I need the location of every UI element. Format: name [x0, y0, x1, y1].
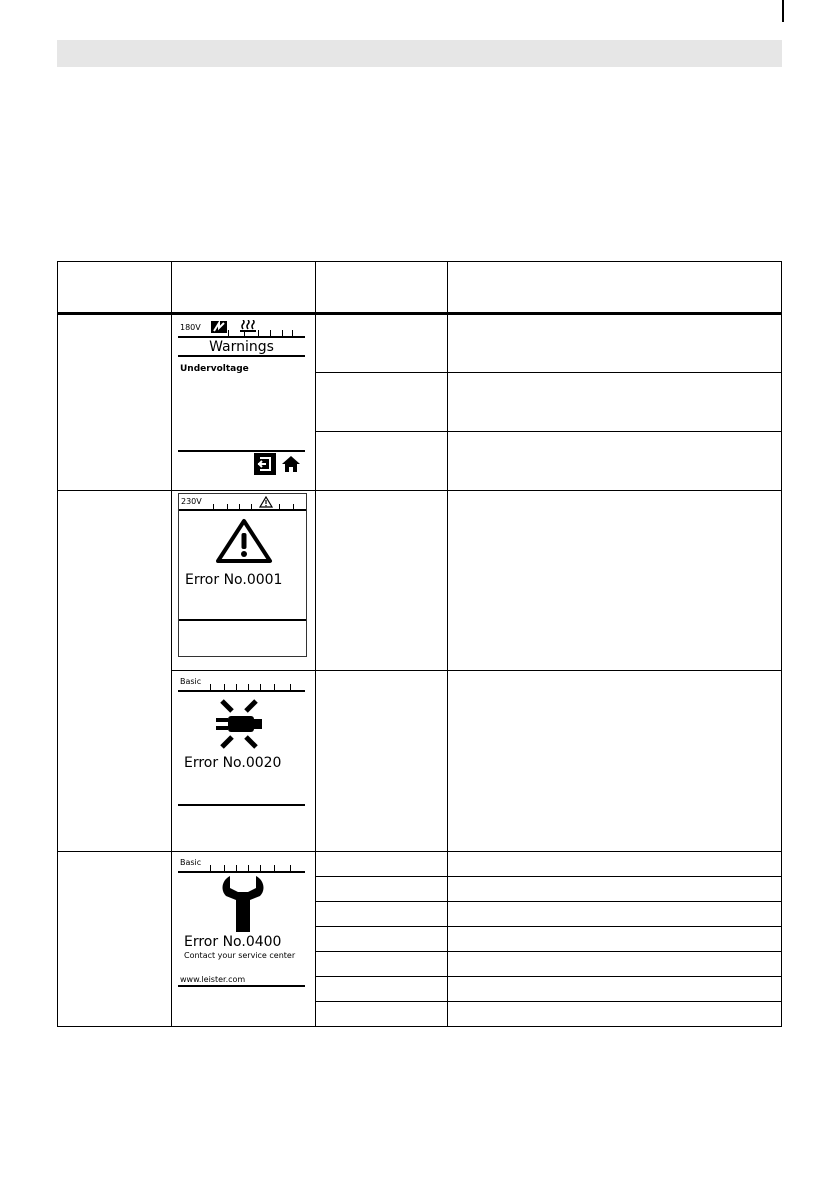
- cause-cell: [316, 927, 448, 952]
- scale-ticks: [178, 326, 305, 336]
- cause-cell: [316, 977, 448, 1002]
- cause-cell: [316, 432, 448, 491]
- divider: [179, 619, 306, 621]
- cause-cell: [316, 952, 448, 977]
- header-cell-3: [316, 262, 448, 314]
- screen-cell-error2: [172, 671, 316, 852]
- cause-cell: [316, 1002, 448, 1027]
- cause-cell: [316, 373, 448, 432]
- remedy-cell: [448, 432, 782, 491]
- remedy-cell: [448, 852, 782, 877]
- divider: [178, 985, 305, 987]
- group-cell-errors: [58, 491, 172, 852]
- error-0001-screen: [178, 493, 307, 657]
- scale-ticks: [178, 680, 305, 690]
- warning-message: Undervoltage: [180, 364, 249, 374]
- divider: [179, 509, 306, 511]
- back-icon: [254, 453, 276, 475]
- divider: [178, 336, 305, 338]
- warnings-title: Warnings: [209, 339, 274, 355]
- remedy-cell: [448, 977, 782, 1002]
- cause-cell: [316, 314, 448, 373]
- warnings-screen: [178, 317, 305, 477]
- warning-small-icon: [259, 496, 273, 508]
- back-button[interactable]: [254, 453, 276, 475]
- remedy-cell: [448, 373, 782, 432]
- remedy-cell: [448, 902, 782, 927]
- warning-triangle-icon: [215, 518, 273, 564]
- remedy-cell: [448, 1002, 782, 1027]
- warnings-table: [57, 261, 782, 1027]
- screen-cell-error1: [172, 491, 316, 671]
- website-text: www.leister.com: [180, 975, 246, 984]
- mode-label: Basic: [180, 858, 202, 867]
- group-cell-warnings: [58, 314, 172, 491]
- voltage-readout: 180V: [180, 323, 201, 332]
- group-cell-service: [58, 852, 172, 1027]
- page-edge-line: [782, 0, 784, 22]
- divider: [178, 690, 305, 692]
- error-0400-screen: [178, 854, 305, 1016]
- header-cell-1: [58, 262, 172, 314]
- error-code: Error No.0400: [184, 934, 282, 950]
- cause-cell: [316, 491, 448, 671]
- wrench-icon: [218, 874, 268, 934]
- screen-cell-warnings: [172, 314, 316, 491]
- header-cell-2: [172, 262, 316, 314]
- cause-cell: [316, 902, 448, 927]
- cause-cell: [316, 671, 448, 852]
- mode-label: Basic: [180, 677, 202, 686]
- contact-text: Contact your service center: [184, 951, 296, 960]
- error-code: Error No.0020: [184, 755, 282, 771]
- remedy-cell: [448, 952, 782, 977]
- remedy-cell: [448, 927, 782, 952]
- divider: [178, 804, 305, 806]
- header-cell-4: [448, 262, 782, 314]
- disconnected-plug-icon: [208, 699, 270, 749]
- error-0020-screen: [178, 673, 305, 836]
- section-header-bar: [57, 40, 782, 67]
- screen-cell-error3: [172, 852, 316, 1027]
- cause-cell: [316, 852, 448, 877]
- divider: [178, 871, 305, 873]
- divider: [178, 355, 305, 357]
- voltage-readout: 230V: [181, 497, 202, 506]
- scale-ticks: [178, 861, 305, 871]
- divider: [178, 450, 305, 452]
- home-icon: [280, 453, 302, 475]
- remedy-cell: [448, 877, 782, 902]
- cause-cell: [316, 877, 448, 902]
- remedy-cell: [448, 491, 782, 671]
- remedy-cell: [448, 314, 782, 373]
- error-code: Error No.0001: [185, 572, 283, 588]
- remedy-cell: [448, 671, 782, 852]
- home-button[interactable]: [280, 453, 302, 475]
